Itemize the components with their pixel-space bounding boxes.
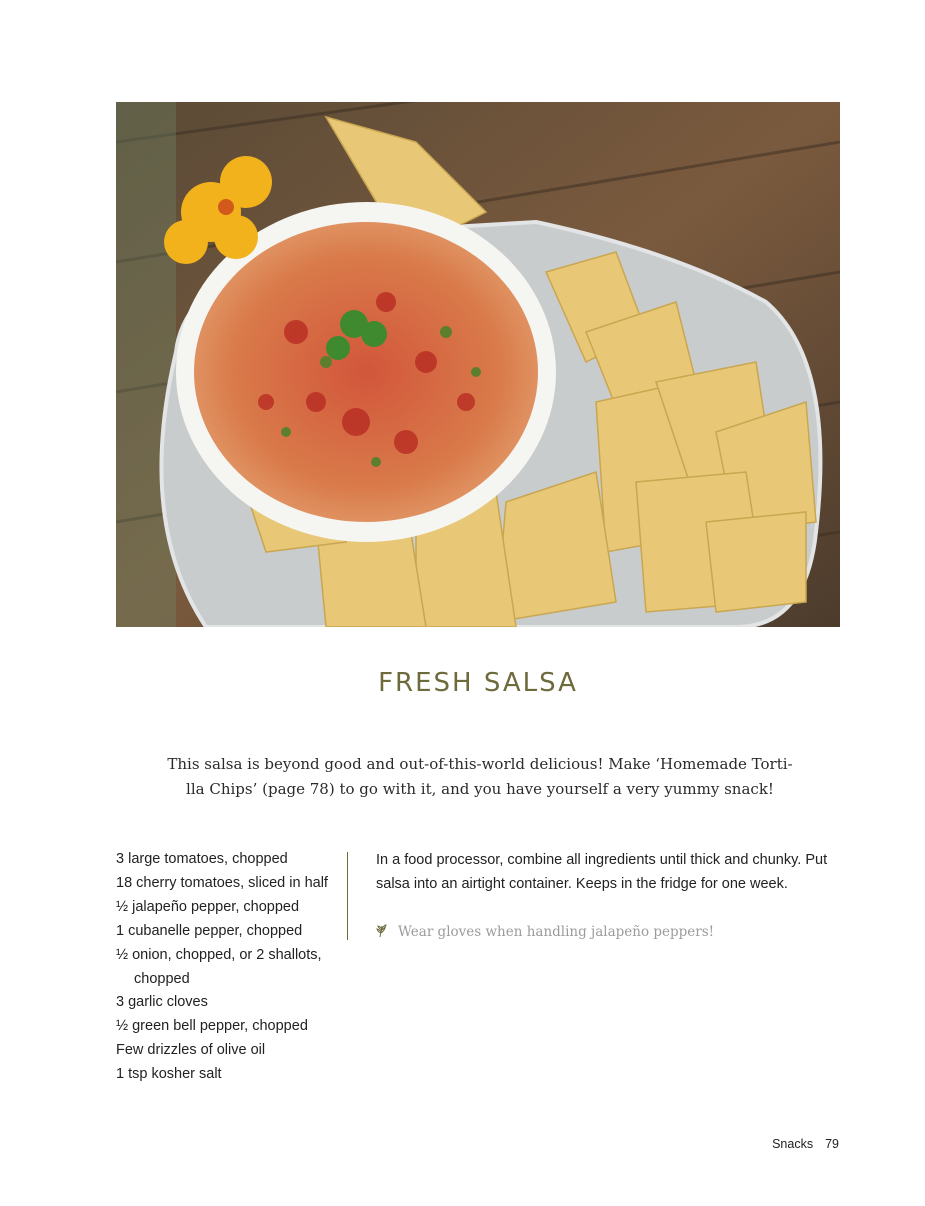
recipe-title: FRESH SALSA [378,668,578,698]
page-number: 79 [825,1137,839,1151]
recipe-photo [116,102,840,627]
ingredient-item: Few drizzles of olive oil [116,1042,266,1059]
ingredient-item: ½ jalapeño pepper, chopped [116,898,300,915]
ingredient-item: 1 cubanelle pepper, chopped [116,922,303,939]
column-divider [347,852,348,940]
ingredient-item: 3 garlic cloves [116,994,208,1011]
recipe-intro: This salsa is beyond good and out-of-this-world delicious! Make ‘Homemade Torti-lla Chips’ (page 78) to go with it, and you have yourself a very yummy snack! [167,755,793,798]
ingredient-item: 3 large tomatoes, chopped [116,851,288,867]
section-name: Snacks [772,1137,814,1151]
recipe-method: In a food processor, combine all ingredients until thick and chunky. Put salsa into an airtight container. Keeps in the fridge for one week. [376,852,828,892]
ingredient-item: ½ green bell pepper, chopped [116,1018,308,1035]
recipe-tip [376,920,831,944]
ingredient-item: 1 tsp kosher salt [116,1066,222,1083]
tip-text: Wear gloves when handling jalapeño peppers! [398,924,715,940]
ingredient-item: 18 cherry tomatoes, sliced in half [116,874,328,891]
wheat-leaf-icon [376,924,388,938]
page-footer [772,1137,839,1151]
ingredient-item: ½ onion, chopped, or 2 shallots, chopped [116,946,322,987]
ingredient-list [116,848,331,1087]
